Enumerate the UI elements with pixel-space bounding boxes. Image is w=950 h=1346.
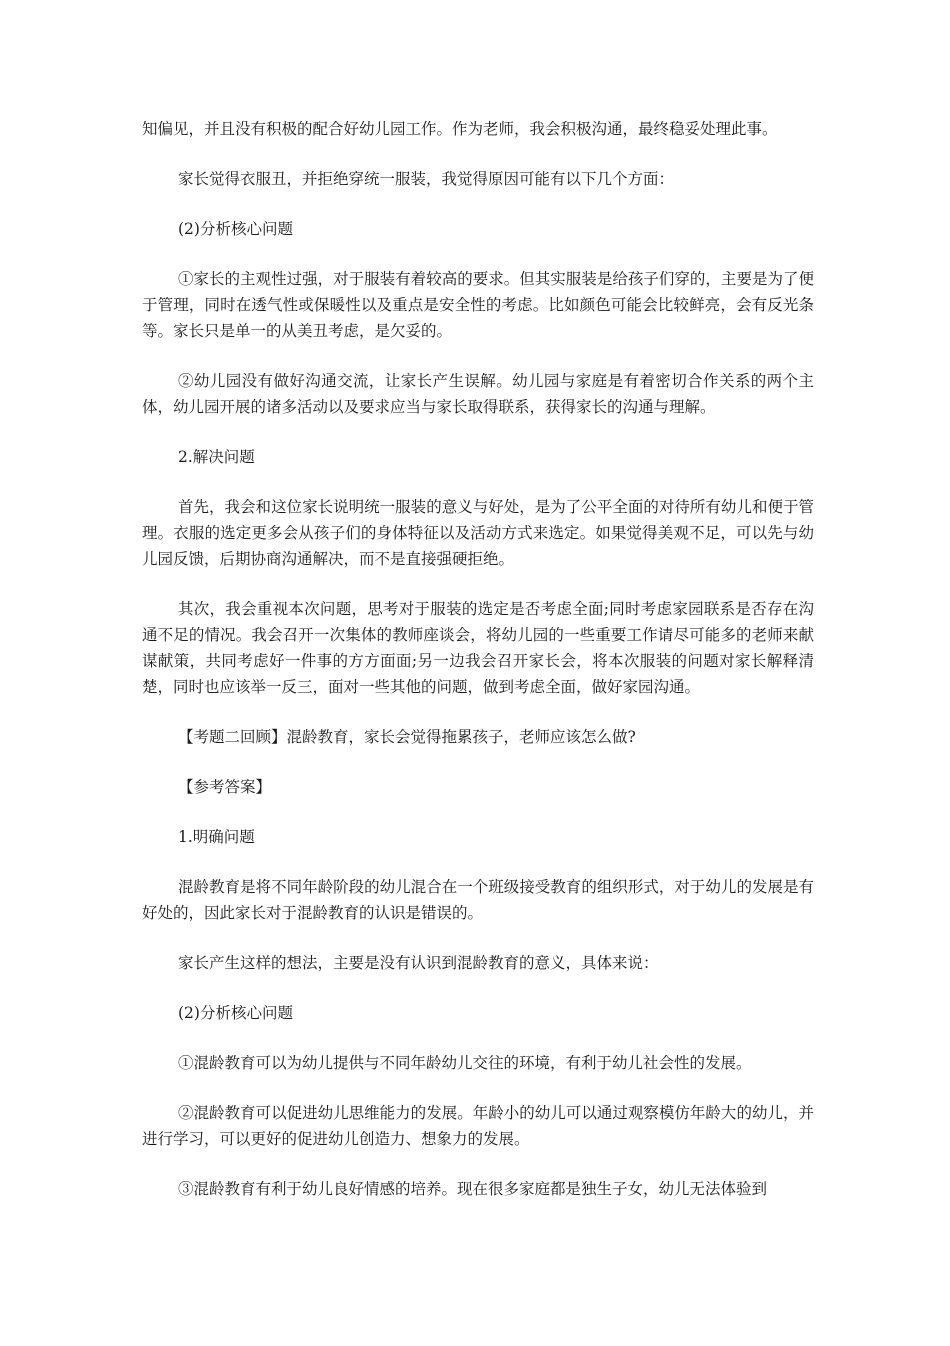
paragraph: 混龄教育是将不同年龄阶段的幼儿混合在一个班级接受教育的组织形式，对于幼儿的发展是有好处的，因此家长对于混龄教育的认识是错误的。 bbox=[142, 878, 814, 922]
paragraph: 首先，我会和这位家长说明统一服装的意义与好处，是为了公平全面的对待所有幼儿和便于管理。衣服的选定更多会从孩子们的身体特征以及活动方式来选定。如果觉得美观不足，可以先与幼儿园反馈，后期协商沟通解决，而不是直接强硬拒绝。 bbox=[142, 498, 814, 568]
paragraph: ③混龄教育有利于幼儿良好情感的培养。现在很多家庭都是独生子女，幼儿无法体验到 bbox=[178, 1180, 768, 1198]
question-heading: 【考题二回顾】混龄教育，家长会觉得拖累孩子，老师应该怎么做? bbox=[178, 728, 636, 746]
document-body bbox=[142, 116, 814, 1226]
paragraph: ①混龄教育可以为幼儿提供与不同年龄幼儿交往的环境，有利于幼儿社会性的发展。 bbox=[178, 1054, 752, 1072]
section-heading: 2.解决问题 bbox=[178, 448, 255, 466]
section-heading: (2)分析核心问题 bbox=[178, 1004, 293, 1022]
paragraph: ①家长的主观性过强，对于服装有着较高的要求。但其实服装是给孩子们穿的，主要是为了便于管理，同时在透气性或保暖性以及重点是安全性的考虑。比如颜色可能会比较鲜亮，会有反光条等。家长只是单一的从美丑考虑，是欠妥的。 bbox=[142, 270, 814, 340]
answer-heading: 【参考答案】 bbox=[178, 778, 272, 796]
paragraph: ②混龄教育可以促进幼儿思维能力的发展。年龄小的幼儿可以通过观察模仿年龄大的幼儿，并进行学习，可以更好的促进幼儿创造力、想象力的发展。 bbox=[142, 1104, 814, 1148]
paragraph: 家长觉得衣服丑，并拒绝穿统一服装，我觉得原因可能有以下几个方面： bbox=[178, 170, 675, 188]
paragraph: ②幼儿园没有做好沟通交流，让家长产生误解。幼儿园与家庭是有着密切合作关系的两个主体，幼儿园开展的诸多活动以及要求应当与家长取得联系，获得家长的沟通与理解。 bbox=[142, 372, 814, 416]
paragraph-continuation: 知偏见，并且没有积极的配合好幼儿园工作。作为老师，我会积极沟通，最终稳妥处理此事。 bbox=[142, 120, 778, 138]
paragraph: 其次，我会重视本次问题，思考对于服装的选定是否考虑全面;同时考虑家园联系是否存在沟通不足的情况。我会召开一次集体的教师座谈会，将幼儿园的一些重要工作请尽可能多的老师来献谋献策，共同考虑好一件事的方方面面;另一边我会召开家长会，将本次服装的问题对家长解释清楚，同时也应该举一反三，面对一些其他的问题，做到考虑全面，做好家园沟通。 bbox=[142, 600, 814, 696]
section-heading: 1.明确问题 bbox=[178, 828, 255, 846]
paragraph: 家长产生这样的想法，主要是没有认识到混龄教育的意义，具体来说： bbox=[178, 954, 659, 972]
section-heading: (2)分析核心问题 bbox=[178, 220, 293, 238]
